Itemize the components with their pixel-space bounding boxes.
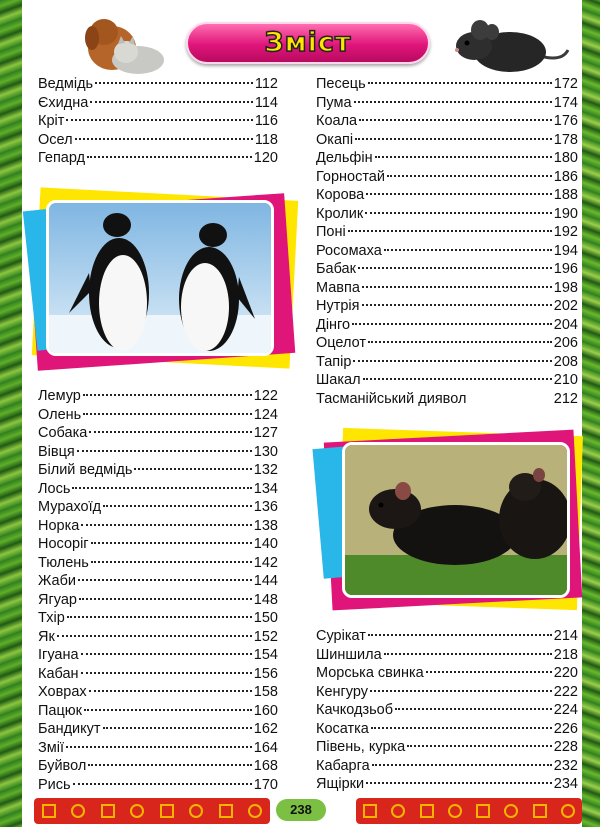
entry-name: Лось (38, 480, 71, 497)
entry-name: Олень (38, 406, 82, 423)
toc-entry[interactable] (38, 776, 278, 795)
entry-name: Норка (38, 517, 80, 534)
entry-page: 114 (254, 94, 278, 111)
dot-leader (91, 561, 252, 563)
toc-entry[interactable] (316, 149, 578, 168)
entry-page: 130 (253, 443, 278, 460)
dot-leader (362, 304, 552, 306)
entry-page: 148 (253, 591, 278, 608)
entry-page: 162 (253, 721, 278, 737)
toc-entry[interactable] (38, 461, 278, 480)
dot-leader (395, 708, 552, 710)
entry-page: 226 (553, 720, 578, 737)
toc-entry[interactable] (316, 297, 578, 316)
entry-page: 178 (553, 131, 578, 148)
dot-leader (66, 746, 252, 748)
entry-page: 214 (553, 628, 578, 644)
dot-leader (384, 249, 552, 251)
entry-name: Лемур (38, 388, 81, 404)
entry-page: 210 (553, 372, 578, 388)
toc-entry[interactable] (38, 94, 278, 113)
entry-name: Рись (38, 776, 71, 793)
toc-right-bottom (316, 627, 578, 794)
toc-entry[interactable] (38, 609, 278, 628)
entry-page: 224 (553, 702, 578, 718)
entry-name: Дельфін (316, 150, 373, 166)
toc-entry[interactable] (38, 757, 278, 776)
entry-page: 192 (553, 224, 578, 240)
page-number: 238 (276, 799, 326, 821)
toc-entry[interactable] (38, 683, 278, 702)
entry-page: 127 (253, 425, 278, 441)
dot-leader (362, 286, 552, 288)
entry-name: Собака (38, 425, 88, 441)
toc-entry[interactable] (316, 279, 578, 298)
animal-ornament-icon (391, 804, 405, 818)
toc-left-bottom (38, 387, 278, 794)
entry-name: Морська свинка (316, 665, 424, 681)
entry-page: 204 (553, 316, 578, 333)
toc-entry[interactable] (38, 149, 278, 168)
toc-right-top (316, 75, 578, 408)
entry-name: Поні (316, 224, 346, 240)
toc-entry[interactable] (38, 646, 278, 665)
toc-entry[interactable] (316, 131, 578, 150)
entry-name: Кабан (38, 665, 79, 682)
entry-page: 180 (553, 150, 578, 166)
entry-name: Мавпа (316, 279, 360, 296)
entry-page: 142 (253, 554, 278, 571)
entry-page: 124 (253, 406, 278, 423)
entry-name: Окапі (316, 131, 354, 148)
dot-leader (91, 542, 252, 544)
toc-entry[interactable] (316, 720, 578, 739)
mouse-image (440, 10, 570, 76)
entry-page: 206 (553, 335, 578, 351)
dot-leader (77, 450, 252, 452)
toc-entry[interactable] (316, 646, 578, 665)
dot-leader (355, 138, 552, 140)
toc-entry[interactable] (38, 739, 278, 758)
dot-leader (352, 323, 552, 325)
toc-entry[interactable] (316, 334, 578, 353)
dot-leader (79, 598, 252, 600)
entry-name: Горностай (316, 168, 385, 185)
toc-left-top (38, 75, 278, 168)
entry-page: 222 (553, 683, 578, 700)
dot-leader (370, 690, 552, 692)
title-banner (186, 22, 430, 64)
dot-leader (72, 487, 251, 489)
entry-name: Кенгуру (316, 683, 369, 700)
dot-leader (387, 175, 552, 177)
entry-name: Мурахоїд (38, 499, 102, 515)
entry-name: Дінго (316, 316, 351, 333)
entry-page: 198 (553, 279, 578, 296)
entry-page: 138 (253, 517, 278, 534)
dot-leader (90, 101, 253, 103)
dot-leader (368, 82, 552, 84)
entry-name: Півень, курка (316, 739, 406, 755)
entry-page: 168 (253, 758, 278, 774)
entry-page: 174 (553, 94, 578, 111)
entry-page: 158 (253, 684, 278, 700)
entry-name: Буйвол (38, 758, 87, 774)
entry-name: Як (38, 628, 55, 645)
entry-name: Пацюк (38, 702, 83, 719)
spiral-ornament-icon (476, 804, 490, 818)
entry-name: Кріт (38, 113, 65, 129)
dot-leader (89, 431, 251, 433)
entry-page: 150 (253, 610, 278, 626)
entry-name: Пума (316, 94, 352, 111)
toc-entry[interactable] (316, 205, 578, 224)
dot-leader (368, 634, 552, 636)
toc-entry[interactable] (38, 554, 278, 573)
dot-leader (78, 579, 252, 581)
toc-entry[interactable] (38, 424, 278, 443)
dot-leader (426, 671, 552, 673)
toc-entry[interactable] (316, 683, 578, 702)
dot-leader (73, 783, 252, 785)
entry-page: 120 (253, 150, 278, 166)
entry-name: Носоріг (38, 536, 89, 552)
spiral-ornament-icon (533, 804, 547, 818)
dot-leader (89, 690, 252, 692)
entry-name: Кролик (316, 205, 364, 222)
entry-page: 140 (253, 536, 278, 552)
page-title: Зміст (264, 27, 352, 58)
entry-page: 186 (553, 168, 578, 185)
entry-page: 232 (553, 757, 578, 774)
toc-entry[interactable] (316, 75, 578, 94)
entry-page: 208 (553, 353, 578, 370)
dot-leader (359, 119, 552, 121)
toc-entry[interactable] (316, 390, 578, 409)
entry-page: 170 (253, 776, 278, 793)
entry-name: Сурікат (316, 628, 366, 644)
toc-entry[interactable] (38, 628, 278, 647)
entry-page: 220 (553, 665, 578, 681)
toc-entry[interactable] (316, 775, 578, 794)
toc-entry[interactable] (38, 498, 278, 517)
entry-page: 228 (553, 739, 578, 755)
dot-leader (407, 745, 552, 747)
entry-page: 234 (553, 776, 578, 792)
toc-entry[interactable] (316, 701, 578, 720)
toc-entry[interactable] (38, 535, 278, 554)
entry-page: 218 (553, 646, 578, 663)
jungle-border-right (582, 0, 600, 827)
dot-leader (67, 616, 252, 618)
toc-entry[interactable] (38, 665, 278, 684)
dot-leader (366, 193, 552, 195)
animal-ornament-icon (448, 804, 462, 818)
entry-page: 212 (553, 390, 578, 407)
animal-ornament-icon (504, 804, 518, 818)
dot-leader (83, 413, 252, 415)
entry-name: Тапір (316, 353, 352, 370)
tasmanian-devils-photo (342, 442, 570, 598)
devil-photo-frame (318, 426, 580, 612)
dot-leader (348, 230, 552, 232)
entry-page: 194 (553, 242, 578, 259)
dot-leader (81, 524, 251, 526)
spiral-ornament-icon (42, 804, 56, 818)
entry-name: Білий ведмідь (38, 462, 133, 478)
entry-page: 202 (553, 298, 578, 314)
dot-leader (95, 82, 253, 84)
penguins-photo (46, 200, 274, 356)
dot-leader (368, 341, 552, 343)
puppy-kitten-image (74, 8, 172, 76)
spiral-ornament-icon (101, 804, 115, 818)
penguin-photo-frame (28, 188, 300, 370)
entry-name: Тхір (38, 610, 65, 626)
entry-name: Коала (316, 113, 358, 129)
entry-page: 172 (553, 76, 578, 92)
entry-page: 144 (253, 573, 278, 589)
spiral-ornament-icon (160, 804, 174, 818)
dot-leader (366, 782, 552, 784)
entry-page: 160 (253, 702, 278, 719)
entry-name: Росомаха (316, 242, 382, 259)
entry-page: 132 (253, 462, 278, 478)
entry-page: 118 (254, 131, 278, 148)
dot-leader (75, 138, 253, 140)
animal-ornament-icon (561, 804, 575, 818)
animal-ornament-icon (71, 804, 85, 818)
dot-leader (81, 672, 252, 674)
toc-entry[interactable] (38, 591, 278, 610)
entry-page: 190 (553, 205, 578, 222)
jungle-border-left (0, 0, 22, 827)
spiral-ornament-icon (363, 804, 377, 818)
toc-entry[interactable] (38, 112, 278, 131)
entry-name: Шиншила (316, 646, 382, 663)
toc-entry[interactable] (38, 517, 278, 536)
toc-entry[interactable] (316, 757, 578, 776)
entry-page: 116 (254, 113, 278, 129)
toc-entry[interactable] (316, 94, 578, 113)
dot-leader (57, 635, 252, 637)
toc-entry[interactable] (316, 168, 578, 187)
dot-leader (371, 727, 552, 729)
toc-entry[interactable] (38, 702, 278, 721)
entry-name: Ховрах (38, 684, 87, 700)
toc-entry[interactable] (38, 387, 278, 406)
dot-leader (375, 156, 552, 158)
entry-name: Бабак (316, 261, 356, 277)
entry-page: 188 (553, 187, 578, 203)
entry-name: Шакал (316, 372, 361, 388)
animal-ornament-icon (130, 804, 144, 818)
dot-leader (363, 378, 552, 380)
toc-entry[interactable] (38, 131, 278, 150)
toc-entry[interactable] (316, 316, 578, 335)
toc-entry[interactable] (38, 572, 278, 591)
entry-name: Ящірки (316, 776, 365, 792)
entry-name: Корова (316, 187, 365, 203)
entry-page: 134 (253, 480, 278, 497)
dot-leader (103, 505, 252, 507)
entry-page: 154 (253, 647, 278, 663)
entry-page: 122 (253, 388, 278, 404)
toc-entry[interactable] (316, 242, 578, 261)
toc-entry[interactable] (316, 371, 578, 390)
entry-name: Оцелот (316, 335, 367, 351)
entry-name: Тасманійський диявол (316, 390, 467, 407)
entry-name: Єхидна (38, 94, 89, 111)
entry-page: 164 (253, 739, 278, 756)
toc-entry[interactable] (38, 720, 278, 739)
dot-leader (88, 764, 252, 766)
entry-name: Качкодзьоб (316, 702, 394, 718)
entry-name: Ягуар (38, 591, 77, 608)
toc-entry[interactable] (316, 112, 578, 131)
footer-ornament-left (34, 798, 270, 824)
dot-leader (83, 394, 252, 396)
toc-entry[interactable] (38, 480, 278, 499)
toc-entry[interactable] (316, 223, 578, 242)
entry-name: Песець (316, 76, 366, 92)
dot-leader (365, 212, 552, 214)
entry-name: Гепард (38, 150, 86, 166)
dot-leader (358, 267, 552, 269)
entry-page: 196 (553, 261, 578, 277)
dot-leader (81, 653, 252, 655)
animal-ornament-icon (189, 804, 203, 818)
entry-name: Осел (38, 131, 73, 148)
footer-ornament-right (356, 798, 582, 824)
spiral-ornament-icon (420, 804, 434, 818)
entry-name: Жаби (38, 573, 77, 589)
dot-leader (103, 727, 252, 729)
animal-ornament-icon (248, 804, 262, 818)
entry-name: Косатка (316, 720, 369, 737)
dot-leader (134, 468, 251, 470)
entry-page: 176 (553, 113, 578, 129)
dot-leader (354, 101, 552, 103)
toc-entry[interactable] (316, 353, 578, 372)
entry-name: Ведмідь (38, 76, 94, 92)
toc-entry[interactable] (316, 664, 578, 683)
entry-name: Ігуана (38, 647, 79, 663)
toc-entry[interactable] (38, 406, 278, 425)
entry-name: Нутрія (316, 298, 360, 314)
toc-entry[interactable] (38, 443, 278, 462)
dot-leader (372, 764, 552, 766)
toc-entry[interactable] (316, 186, 578, 205)
dot-leader (84, 709, 252, 711)
entry-name: Змії (38, 739, 64, 756)
dot-leader (66, 119, 253, 121)
toc-entry[interactable] (316, 260, 578, 279)
entry-name: Бандикут (38, 721, 101, 737)
spiral-ornament-icon (219, 804, 233, 818)
toc-entry[interactable] (316, 738, 578, 757)
entry-page: 152 (253, 628, 278, 645)
entry-name: Вівця (38, 443, 75, 460)
entry-name: Кабарга (316, 757, 370, 774)
toc-entry[interactable] (38, 75, 278, 94)
entry-page: 136 (253, 499, 278, 515)
entry-page: 156 (253, 665, 278, 682)
dot-leader (87, 156, 252, 158)
dot-leader (353, 360, 551, 362)
entry-page: 112 (254, 76, 278, 92)
entry-name: Тюлень (38, 554, 89, 571)
dot-leader (384, 653, 552, 655)
toc-entry[interactable] (316, 627, 578, 646)
